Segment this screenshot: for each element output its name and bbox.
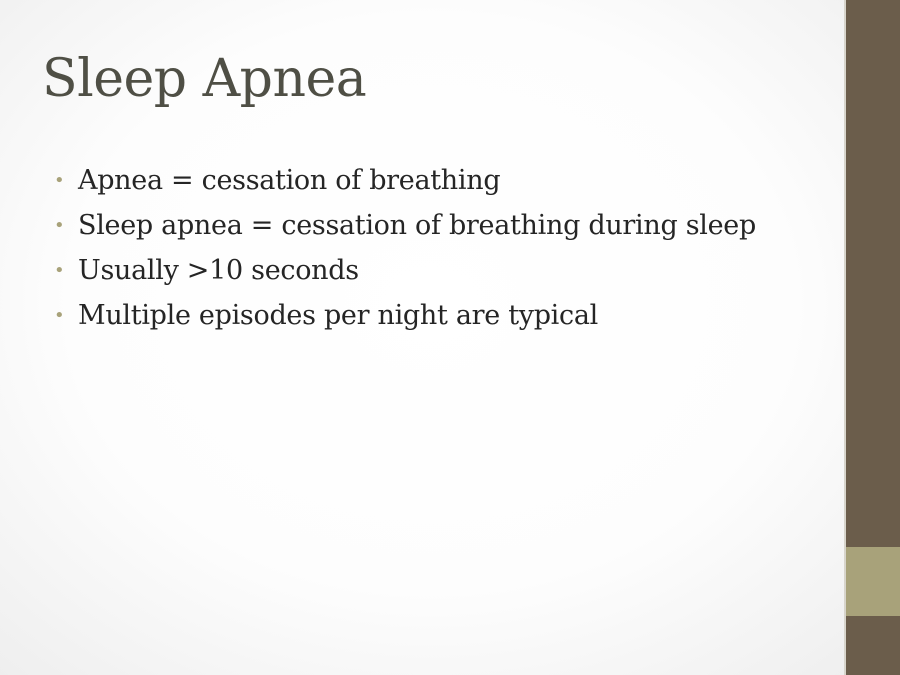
slide-title: Sleep Apnea <box>42 49 367 109</box>
sidebar-accent-block <box>844 547 900 616</box>
bullet-text: Sleep apnea = cessation of breathing during sleep <box>78 210 756 241</box>
bullet-item-apnea <box>54 158 756 203</box>
bullet-item-episodes <box>54 293 756 338</box>
bullet-item-sleep-apnea <box>54 203 756 248</box>
bullet-text: Multiple episodes per night are typical <box>78 300 598 331</box>
bullet-text: Apnea = cessation of breathing <box>78 165 501 196</box>
bullet-dot-icon: • <box>54 259 65 281</box>
bullet-item-duration <box>54 248 756 293</box>
bullet-dot-icon: • <box>54 169 65 191</box>
bullet-dot-icon: • <box>54 304 65 326</box>
bullet-dot-icon: • <box>54 214 65 236</box>
bullet-text: Usually >10 seconds <box>78 255 359 286</box>
bullet-list <box>54 158 756 338</box>
